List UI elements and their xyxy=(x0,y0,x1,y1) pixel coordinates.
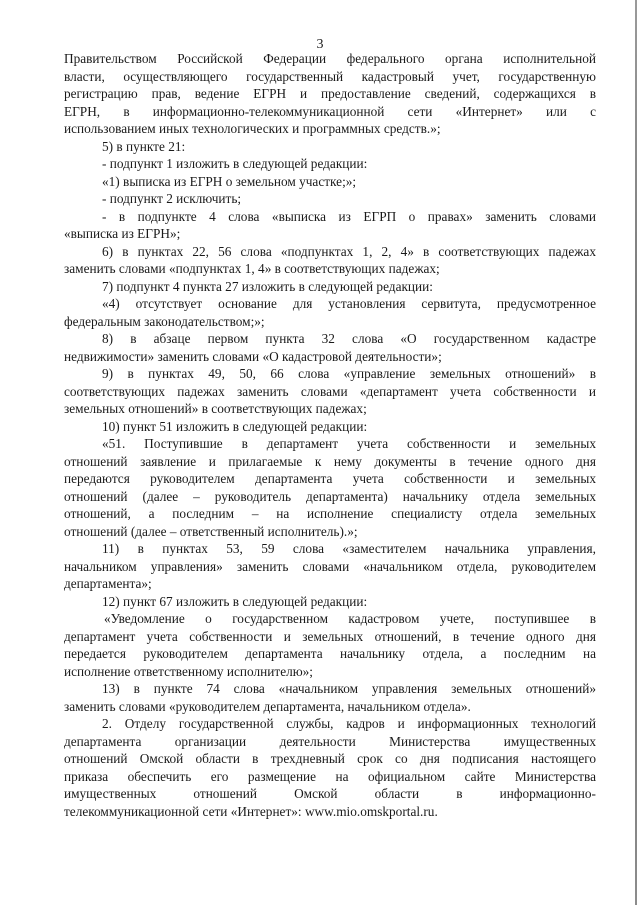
text-line: использованием иных технологических и программных средств.»; xyxy=(64,121,441,136)
text-line: начальником управления» заменить словами «начальником отдела, руководителем xyxy=(64,558,596,574)
text-line: - в подпункте 4 слова «выписка из ЕГРП о правах» заменить словами xyxy=(102,208,596,224)
document-body xyxy=(64,50,596,820)
page-number: 3 xyxy=(316,37,324,52)
text-line: 10) пункт 51 изложить в следующей редакции: xyxy=(102,418,368,434)
text-line: телекоммуникационной сети «Интернет»: www.mio.omskportal.ru. xyxy=(64,803,438,819)
text-line: отношений (далее – руководитель департамента) начальнику отдела земельных xyxy=(64,488,596,504)
text-line: исполнение ответственному исполнителю»; xyxy=(64,663,314,679)
page-edge-shadow xyxy=(635,0,637,905)
text-line: недвижимости» заменить словами «О кадастровой деятельности»; xyxy=(64,348,442,364)
text-line: 5) в пункте 21: xyxy=(102,138,186,154)
text-line: федеральным законодательством;»; xyxy=(64,313,265,329)
text-line: отношений, а последним – на исполнение специалисту отдела земельных xyxy=(64,506,596,521)
text-line: передаются руководителем департамента учета собственности и земельных xyxy=(64,471,596,486)
text-line: 7) подпункт 4 пункта 27 изложить в следующей редакции: xyxy=(102,278,433,294)
text-line: департамент учета собственности и земельных отношений, в течение одного дня xyxy=(64,628,596,644)
text-line: отношений (далее – ответственный исполнитель).»; xyxy=(64,523,358,539)
text-line: ЕГРН, в информационно-телекоммуникационной сети «Интернет» или с xyxy=(64,103,596,119)
text-line: передается руководителем департамента начальнику отдела, а последним на xyxy=(64,646,596,661)
text-line: «51. Поступившие в департамент учета собственности и земельных xyxy=(102,436,596,451)
text-line: земельных отношений» в соответствующих падежах; xyxy=(64,401,367,416)
text-line: «Уведомление о государственном кадастровом учете, поступившее в xyxy=(104,611,596,626)
text-line: «1) выписка из ЕГРН о земельном участке;»; xyxy=(102,173,357,189)
text-line: 11) в пунктах 53, 59 слова «заместителем начальника управления, xyxy=(102,541,596,556)
text-line: имущественных отношений Омской области в информационно- xyxy=(64,786,596,801)
text-line: - подпункт 2 исключить; xyxy=(102,191,242,206)
text-line: - подпункт 1 изложить в следующей редакции: xyxy=(102,156,368,171)
text-line: Правительством Российской Федерации федерального органа исполнительной xyxy=(64,51,596,66)
text-line: отношений Омской области в трехдневный срок со дня подписания настоящего xyxy=(64,751,596,766)
text-line: департамента организации деятельности Министерства имущественных xyxy=(64,733,596,749)
text-line: заменить словами «подпунктах 1, 4» в соответствующих падежах; xyxy=(64,261,440,276)
text-line: 9) в пунктах 49, 50, 66 слова «управление земельных отношений» в xyxy=(102,366,596,381)
text-line: отношений заявление и прилагаемые к нему документы в течение одного дня xyxy=(64,453,596,469)
text-line: департамента»; xyxy=(64,576,152,591)
text-line: заменить словами «руководителем департамента, начальником отдела». xyxy=(64,698,471,714)
text-line: 6) в пунктах 22, 56 слова «подпунктах 1, 2, 4» в соответствующих падежах xyxy=(102,243,596,259)
text-line: соответствующих падежах заменить словами «департамент учета собственности и xyxy=(64,383,596,399)
text-line: 8) в абзаце первом пункта 32 слова «О государственном кадастре xyxy=(102,331,596,346)
text-line: 2. Отделу государственной службы, кадров и информационных технологий xyxy=(102,716,596,731)
text-line: власти, осуществляющего государственный кадастровый учет, государственную xyxy=(64,68,596,84)
text-line: 12) пункт 67 изложить в следующей редакции: xyxy=(102,593,368,609)
text-line: приказа обеспечить его размещение на официальном сайте Министерства xyxy=(64,768,596,784)
text-line: 13) в пункте 74 слова «начальником управления земельных отношений» xyxy=(102,681,596,696)
text-line: регистрацию прав, ведение ЕГРН и предоставление сведений, содержащихся в xyxy=(64,86,596,101)
text-line: «4) отсутствует основание для установления сервитута, предусмотренное xyxy=(102,296,596,311)
text-line: «выписка из ЕГРН»; xyxy=(64,226,181,241)
